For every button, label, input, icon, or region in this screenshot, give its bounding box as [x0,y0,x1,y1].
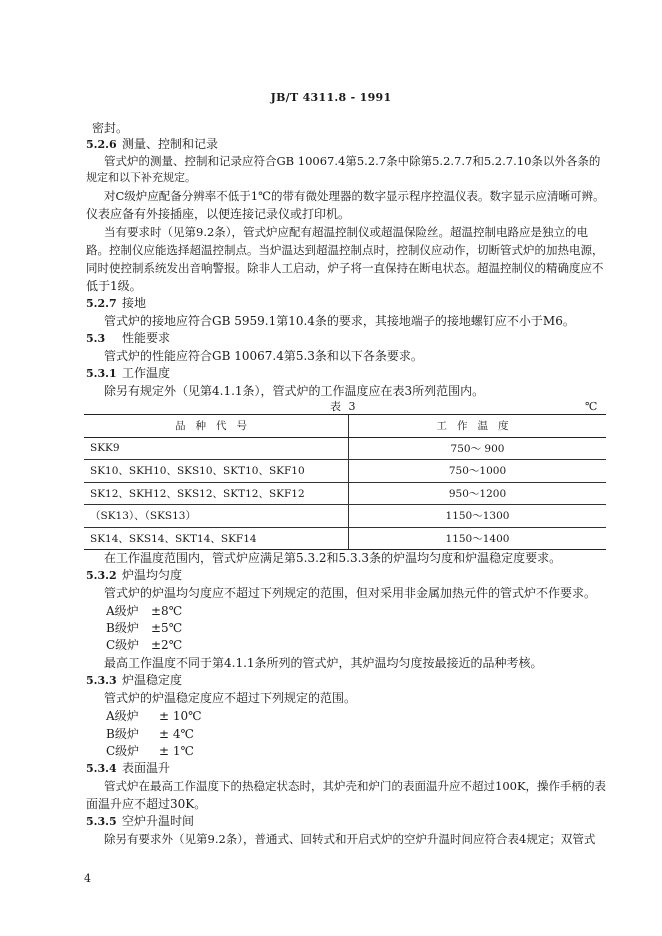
temperature-cell: 750～1000 [349,460,607,483]
section-title: 工作温度 [122,366,171,380]
paragraph-line: 当有要求时（见第9.2条），管式炉应配有超温控制仪或超温保险丝。超温控制电路应是独立的电 [104,225,589,239]
temperature-cell: 750～ 900 [349,437,607,460]
grade-value: ±2℃ [151,638,183,652]
grade-value: ± 1℃ [159,744,194,758]
paragraph-line: 路。控制仪应能选择超温控制点。当炉温达到超温控制点时，控制仪应动作，切断管式炉的加热电源， [86,243,604,257]
table-row [84,505,606,528]
model-cell: SK10、SKH10、SKS10、SKT10、SKF10 [84,460,349,483]
section-number: 5.2.6 [86,138,117,151]
table-row [84,460,606,483]
section-title: 接地 [122,296,147,310]
model-cell: SK12、SKH12、SKS12、SKT12、SKF12 [84,482,349,505]
temperature-cell: 950～1200 [349,482,607,505]
paragraph-line: 除另有规定外（见第4.1.1条），管式炉的工作温度应在表3所列范围内。 [104,384,485,398]
paragraph-line: 管式炉的性能应符合GB 10067.4第5.3条和以下各条要求。 [104,349,423,363]
grade-label: A级炉 [106,709,139,723]
section-number: 5.3 [86,332,106,345]
section-title: 炉温均匀度 [122,568,183,582]
grade-label: C级炉 [106,744,140,758]
table-caption: 表 3 [330,400,358,413]
section-title: 表面温升 [122,761,171,775]
model-cell: SKK9 [84,437,349,460]
table-row [84,482,606,505]
model-cell: （SK13）、（SKS13） [84,505,349,528]
table-unit: ℃ [585,400,598,413]
paragraph-line: 仪表应备有外接插座，以便连接记录仪或打印机。 [86,207,351,221]
paragraph-line: 对C级炉应配备分辨率不低于1℃的带有微处理器的数字显示程序控温仪表。数字显示应清晰可辨。 [104,189,605,203]
text-line: 密封。 [92,121,129,135]
temperature-cell: 1150～1400 [349,527,607,550]
section-number: 5.3.1 [86,367,117,380]
section-number: 5.3.4 [86,762,117,775]
grade-label: A级炉 [106,604,139,618]
grade-value: ± 4℃ [159,727,194,741]
model-cell: SK14、SKS14、SKT14、SKF14 [84,527,349,550]
table-header-row [84,415,606,438]
section-number: 5.2.7 [86,297,117,310]
grade-label: C级炉 [106,638,140,652]
paragraph-line: 规定和以下补充规定。 [86,171,196,184]
paragraph-line: 管式炉的炉温稳定度应不超过下列规定的范围。 [104,691,357,705]
grade-label: B级炉 [106,621,139,635]
section-title: 性能要求 [122,331,171,345]
paragraph-line: 在工作温度范围内，管式炉应满足第5.3.2和5.3.3条的炉温均匀度和炉温稳定度要求。 [104,551,562,565]
paragraph-line: 管式炉的炉温均匀度应不超过下列规定的范围，但对采用非金属加热元件的管式炉不作要求。 [104,586,597,600]
section-number: 5.3.2 [86,569,117,582]
paragraph-line: 管式炉的测量、控制和记录应符合GB 10067.4第5.2.7条中除第5.2.7.7和5.2.7.10条以外各条的 [104,154,601,168]
grade-value: ±5℃ [151,621,183,635]
table-row [84,437,606,460]
grade-label: B级炉 [106,727,139,741]
standard-header: JB/T 4311.8 - 1991 [270,91,392,104]
section-title: 空炉升温时间 [122,814,195,828]
table-row [84,527,606,550]
paragraph-line: 面温升应不超过30K。 [86,797,207,811]
grade-value: ±8℃ [151,604,183,618]
temperature-cell: 1150～1300 [349,505,607,528]
paragraph-line: 低于1级。 [86,279,142,293]
paragraph-line: 管式炉的接地应符合GB 5959.1第10.4条的要求，其接地端子的接地螺钉应不小于M6。 [104,314,575,328]
page-number: 4 [84,872,91,885]
section-title: 炉温稳定度 [122,673,183,687]
column-header-temperature: 工作温度 [349,415,607,438]
section-title: 测量、控制和记录 [122,137,219,151]
grade-value: ± 10℃ [159,709,202,723]
paragraph-line: 管式炉在最高工作温度下的热稳定状态时，其炉壳和炉门的表面温升应不超过100K，操作手柄的表 [104,779,607,793]
table-3 [84,414,606,550]
paragraph-line: 同时使控制系统发出音响警报。除非人工启动，炉子将一直保持在断电状态。超温控制仪的精确度应不 [86,261,604,275]
column-header-model: 品种代号 [84,415,349,438]
section-number: 5.3.3 [86,674,117,687]
section-number: 5.3.5 [86,815,117,828]
paragraph-line: 最高工作温度不同于第4.1.1条所列的管式炉，其炉温均匀度按最接近的品种考核。 [104,656,543,670]
paragraph-line: 除另有要求外（见第9.2条），普通式、回转式和开启式炉的空炉升温时间应符合表4规定；双管式 [104,832,596,846]
